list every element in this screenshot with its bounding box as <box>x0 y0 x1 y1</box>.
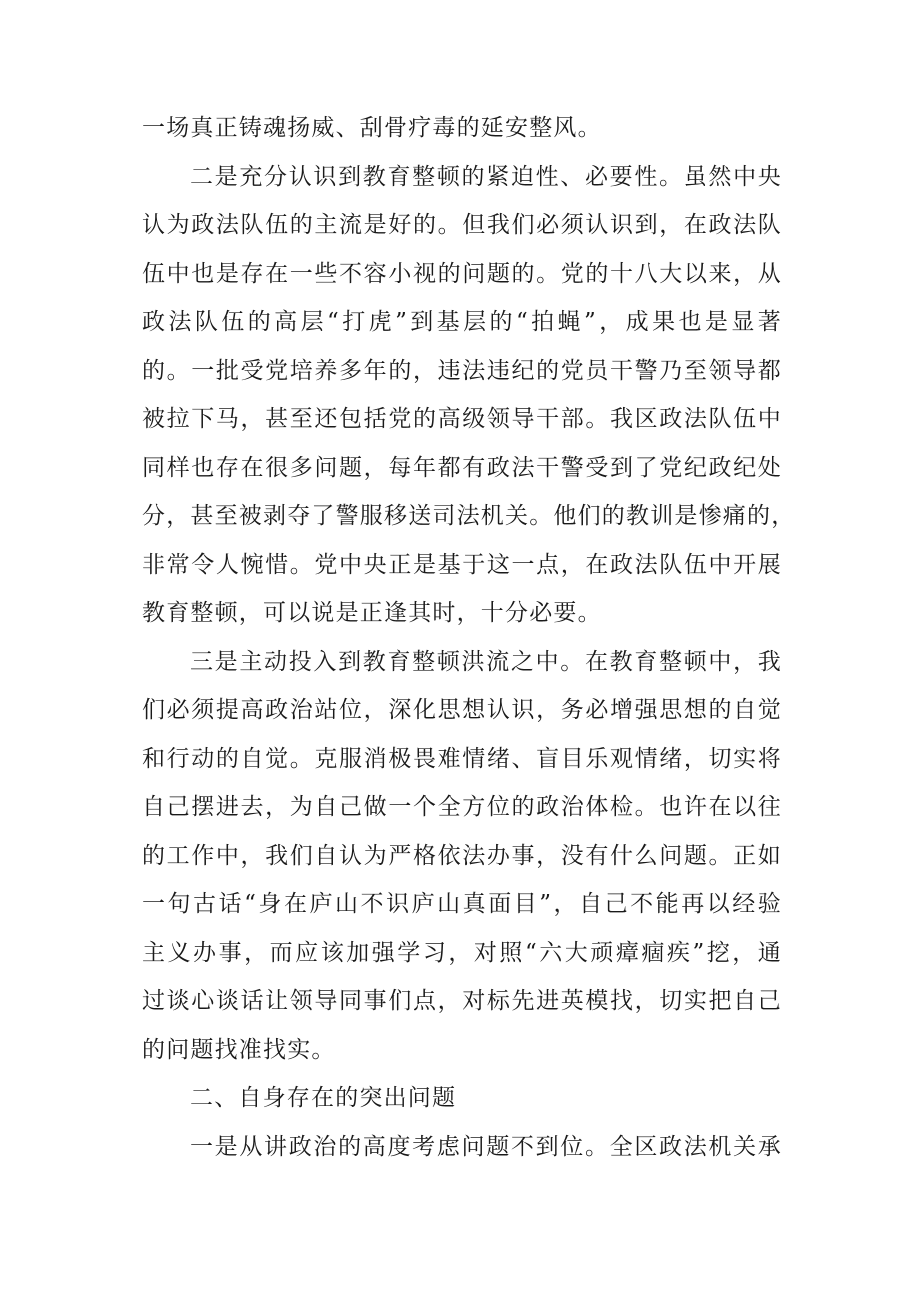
text-line: 的。一批受党培养多年的，违法违纪的党员干警乃至领导都 <box>142 357 782 384</box>
text-line: 一场真正铸魂扬威、刮骨疗毒的延安整风。 <box>142 115 602 141</box>
text-line: 伍中也是存在一些不容小视的问题的。党的十八大以来，从 <box>142 260 782 287</box>
text-line: 自己摆进去，为自己做一个全方位的政治体检。也许在以往 <box>142 794 782 820</box>
text-line: 同样也存在很多问题，每年都有政法干警受到了党纪政纪处 <box>142 454 782 481</box>
paragraph-start-line: 二是充分认识到教育整顿的紧迫性、必要性。虽然中央 <box>190 163 782 190</box>
text-line: 主义办事，而应该加强学习，对照“六大顽瘴痼疾”挖，通 <box>142 939 782 966</box>
text-line: 政法队伍的高层“打虎”到基层的“拍蝇”，成果也是显著 <box>142 309 782 335</box>
text-line: 认为政法队伍的主流是好的。但我们必须认识到，在政法队 <box>142 212 782 238</box>
paragraph-end-line: 教育整顿，可以说是正逢其时，十分必要。 <box>142 600 602 626</box>
text-line: 们必须提高政治站位，深化思想认识，务必增强思想的自觉 <box>142 697 782 723</box>
text-line: 非常令人惋惜。党中央正是基于这一点，在政法队伍中开展 <box>142 551 782 578</box>
text-line: 被拉下马，甚至还包括党的高级领导干部。我区政法队伍中 <box>142 406 782 432</box>
document-body <box>142 104 796 1171</box>
text-line: 过谈心谈话让领导同事们点，对标先进英模找，切实把自己 <box>142 988 782 1014</box>
text-line: 的工作中，我们自认为严格依法办事，没有什么问题。正如 <box>142 842 782 869</box>
text-line: 一句古话“身在庐山不识庐山真面目”，自己不能再以经验 <box>142 891 782 917</box>
text-line: 和行动的自觉。克服消极畏难情绪、盲目乐观情绪，切实将 <box>142 745 782 772</box>
paragraph-start-line: 一是从讲政治的高度考虑问题不到位。全区政法机关承 <box>190 1133 782 1160</box>
paragraph-end-line: 的问题找准找实。 <box>142 1036 336 1063</box>
section-heading: 二、自身存在的突出问题 <box>190 1085 457 1111</box>
paragraph-start-line: 三是主动投入到教育整顿洪流之中。在教育整顿中，我 <box>190 648 782 675</box>
text-line: 分，甚至被剥夺了警服移送司法机关。他们的教训是惨痛的， <box>142 503 796 529</box>
